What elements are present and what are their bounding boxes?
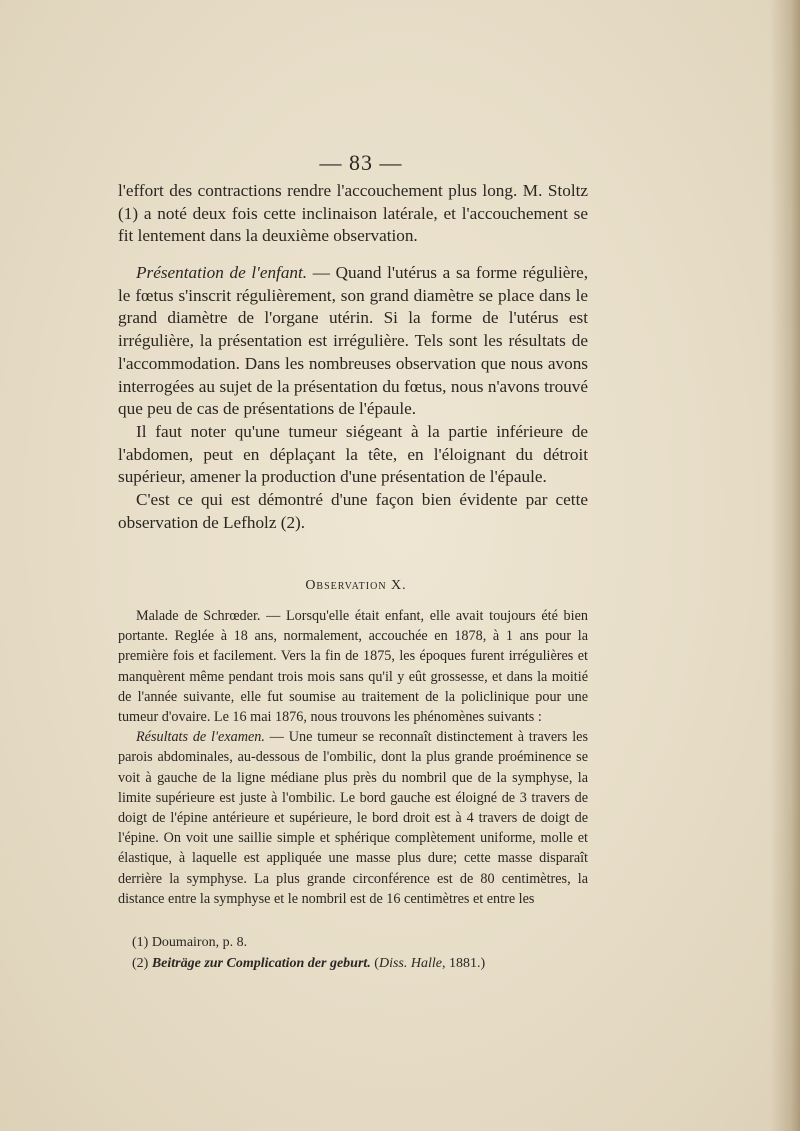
footnote-2	[132, 953, 592, 974]
footnote-2-number: (2)	[132, 956, 152, 971]
observation-title: Observation X.	[305, 578, 407, 593]
presentation-paragraph	[118, 262, 588, 421]
footnote-2-year: , 1881.)	[441, 956, 486, 971]
footnote-2-open: (	[370, 956, 379, 971]
page-number: — 83 —	[319, 150, 403, 175]
footnote-1: (1) Doumairon, p. 8.	[132, 935, 248, 950]
results-text: — Une tumeur se reconnaît distinctement à travers les parois abdominales, au-dessous de l'ombilic, dont la plus grande proéminence se voit à gauche de la ligne médiane plus près du nombril que de la symphyse, la limite supérieure est juste à l'ombilic. Le bord gauche est éloigné de 3 travers de doigt de l'épine antérieure et supérieure, le bord droit est à 4 travers de doigt de l'épine. On voit une saillie simple et sphérique complètement uniforme, molle et élastique, à laquelle est appliquée une masse plus dure; cette masse disparaît derrière la symphyse. La plus grande circonférence est de 80 centimètres, la distance entre la symphyse et le nombril est de 16 centimètres et entre les	[118, 729, 588, 907]
presentation-section	[118, 262, 588, 534]
presentation-text: — Quand l'utérus a sa forme régulière, le fœtus s'inscrit régulièrement, son grand diamètre se place dans le grand diamètre de l'organe utérin. Si la forme de l'utérus est irrégulière, la présentation est irrégulière. Tels sont les résultats de l'accommodation. Dans les nombreuses observation que nous avons interrogées au sujet de la présentation du fœtus, nous n'avons trouvé que peu de cas de présentations de l'épaule.	[118, 263, 589, 419]
tumeur-paragraph: Il faut noter qu'une tumeur siégeant à la partie inférieure de l'abdomen, peut en déplaçant la tête, en l'éloignant du détroit supérieur, amener la production d'une présentation de l'épaule.	[118, 421, 588, 487]
presentation-heading: Présentation de l'enfant.	[136, 263, 308, 282]
observation-paragraph: Malade de Schrœder. — Lorsqu'elle était enfant, elle avait toujours été bien portante. Reglée à 18 ans, normalement, accouchée en 1878, à 1 ans pour la première fois et facilement. Vers la fin de 1875, les époques furent irrégulières et manquèrent même pendant trois mois sans qu'il y eût grossesse, et dans la moitié de l'année suivante, elle fut soumise au traitement de la policlinique pour une tumeur d'ovaire. Le 16 mai 1876, nous trouvons les phénomènes suivants :	[118, 608, 588, 726]
page-edge-shadow	[770, 0, 800, 1131]
observation-body	[118, 606, 588, 909]
results-heading: Résultats de l'examen.	[136, 729, 265, 746]
lefholz-paragraph: C'est ce qui est démontré d'une façon bien évidente par cette observation de Lefholz (2).	[118, 490, 588, 532]
intro-paragraph: l'effort des contractions rendre l'accouchement plus long. M. Stoltz (1) a noté deux fois cette inclinaison latérale, et l'accouchement se fit lentement dans la deuxième observation.	[118, 181, 588, 246]
footnote-2-source: Diss. Halle	[378, 956, 442, 971]
observation-results-paragraph	[118, 727, 588, 909]
footnote-2-title: Beiträge zur Complication der geburt.	[151, 956, 371, 971]
intro-block	[118, 180, 588, 248]
footnotes	[132, 932, 592, 974]
